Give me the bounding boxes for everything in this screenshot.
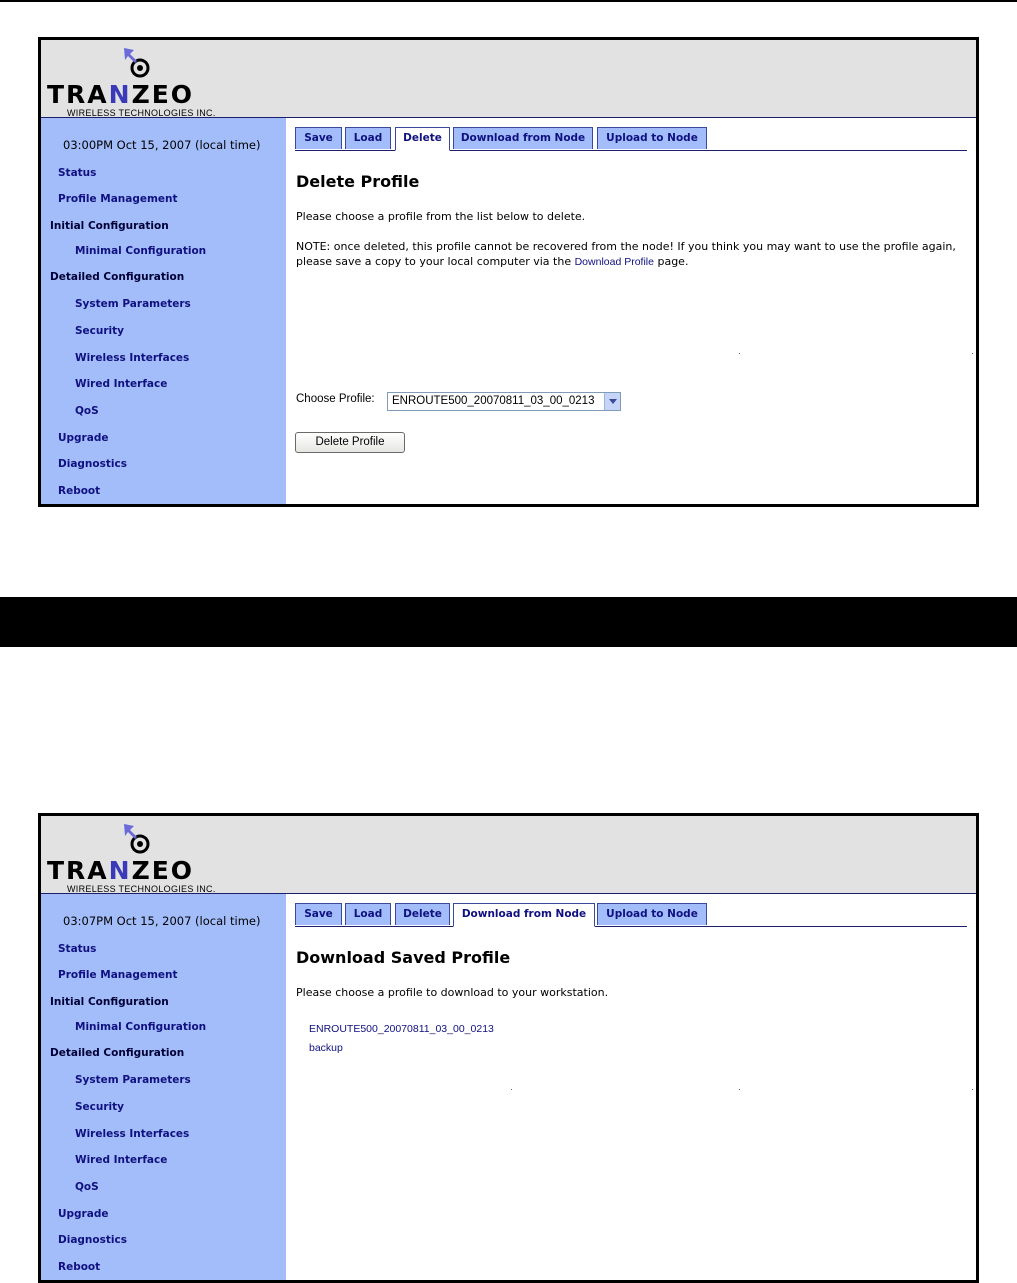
nav-minimal-configuration[interactable]: Minimal Configuration	[75, 245, 207, 257]
top-rule	[0, 0, 1017, 2]
delete-profile-button[interactable]: Delete Profile	[295, 432, 405, 453]
profile-download-link[interactable]: backup	[309, 1042, 343, 1054]
page-title: Delete Profile	[296, 172, 420, 191]
nav-diagnostics[interactable]: Diagnostics	[58, 1234, 127, 1246]
nav-profile-management[interactable]: Profile Management	[58, 193, 178, 205]
artifact-dot	[972, 353, 973, 354]
header	[41, 816, 976, 894]
nav-initial-configuration[interactable]: Initial Configuration	[50, 996, 169, 1008]
tab-delete[interactable]: Delete	[395, 127, 450, 151]
instruction-text: Please choose a profile to download to your workstation.	[296, 986, 609, 999]
nav-detailed-configuration[interactable]: Detailed Configuration	[50, 1047, 185, 1059]
nav-wireless-interfaces[interactable]: Wireless Interfaces	[75, 1128, 190, 1140]
tab-upload-to-node[interactable]: Upload to Node	[597, 903, 707, 925]
nav-upgrade[interactable]: Upgrade	[58, 432, 109, 444]
nav-initial-configuration[interactable]: Initial Configuration	[50, 220, 169, 232]
profile-download-link[interactable]: ENROUTE500_20070811_03_00_0213	[309, 1023, 494, 1035]
tab-delete[interactable]: Delete	[395, 903, 450, 925]
nav-status[interactable]: Status	[58, 943, 97, 955]
nav-profile-management[interactable]: Profile Management	[58, 969, 178, 981]
nav-qos[interactable]: QoS	[75, 405, 99, 417]
nav-status[interactable]: Status	[58, 167, 97, 179]
nav-qos[interactable]: QoS	[75, 1181, 99, 1193]
screenshot-delete-profile	[38, 37, 979, 507]
logo-antenna-icon	[122, 46, 152, 80]
profile-select[interactable]	[387, 392, 621, 411]
nav-system-parameters[interactable]: System Parameters	[75, 1074, 191, 1086]
artifact-dot	[511, 1089, 512, 1090]
artifact-dot	[972, 1089, 973, 1090]
logo-wordmark: TRANZEO	[47, 856, 195, 885]
chevron-down-icon[interactable]	[604, 393, 620, 410]
tranzeo-logo	[47, 46, 247, 116]
nav-reboot[interactable]: Reboot	[58, 1261, 101, 1273]
nav-wired-interface[interactable]: Wired Interface	[75, 1154, 168, 1166]
main-content	[287, 118, 976, 504]
section-bar	[0, 597, 1017, 647]
tab-save[interactable]: Save	[295, 903, 342, 925]
local-time: 03:07PM Oct 15, 2007 (local time)	[63, 914, 261, 928]
tab-upload-to-node[interactable]: Upload to Node	[597, 127, 707, 149]
nav-wired-interface[interactable]: Wired Interface	[75, 378, 168, 390]
nav-security[interactable]: Security	[75, 1101, 125, 1113]
profile-select-value: ENROUTE500_20070811_03_00_0213	[392, 395, 595, 407]
instruction-text: Please choose a profile from the list below to delete.	[296, 210, 586, 223]
sidebar	[41, 894, 286, 1280]
screenshot-download-profile	[38, 813, 979, 1283]
local-time: 03:00PM Oct 15, 2007 (local time)	[63, 138, 261, 152]
logo-tagline: WIRELESS TECHNOLOGIES INC.	[67, 108, 216, 118]
tab-download-from-node[interactable]: Download from Node	[453, 903, 595, 927]
logo-tagline: WIRELESS TECHNOLOGIES INC.	[67, 884, 216, 894]
tab-bar	[295, 127, 967, 151]
nav-detailed-configuration[interactable]: Detailed Configuration	[50, 271, 185, 283]
artifact-dot	[739, 353, 740, 354]
note-text: NOTE: once deleted, this profile cannot be recovered from the node! If you think you may want to use the profile again, please save a copy to your local computer via the Download Profile page.	[296, 240, 956, 268]
sidebar	[41, 118, 286, 504]
tab-download-from-node[interactable]: Download from Node	[453, 127, 593, 149]
nav-upgrade[interactable]: Upgrade	[58, 1208, 109, 1220]
tab-load[interactable]: Load	[345, 127, 391, 149]
tab-bar	[295, 903, 967, 927]
tab-load[interactable]: Load	[345, 903, 391, 925]
nav-minimal-configuration[interactable]: Minimal Configuration	[75, 1021, 207, 1033]
tab-save[interactable]: Save	[295, 127, 342, 149]
logo-wordmark: TRANZEO	[47, 80, 195, 109]
choose-profile-label: Choose Profile:	[296, 393, 375, 405]
download-profile-link[interactable]: Download Profile	[574, 256, 654, 268]
nav-reboot[interactable]: Reboot	[58, 485, 101, 497]
header	[41, 40, 976, 118]
tranzeo-logo	[47, 822, 247, 892]
logo-antenna-icon	[122, 822, 152, 856]
main-content	[287, 894, 976, 1280]
nav-security[interactable]: Security	[75, 325, 125, 337]
artifact-dot	[739, 1089, 740, 1090]
nav-wireless-interfaces[interactable]: Wireless Interfaces	[75, 352, 190, 364]
nav-system-parameters[interactable]: System Parameters	[75, 298, 191, 310]
page-title: Download Saved Profile	[296, 948, 511, 967]
nav-diagnostics[interactable]: Diagnostics	[58, 458, 127, 470]
